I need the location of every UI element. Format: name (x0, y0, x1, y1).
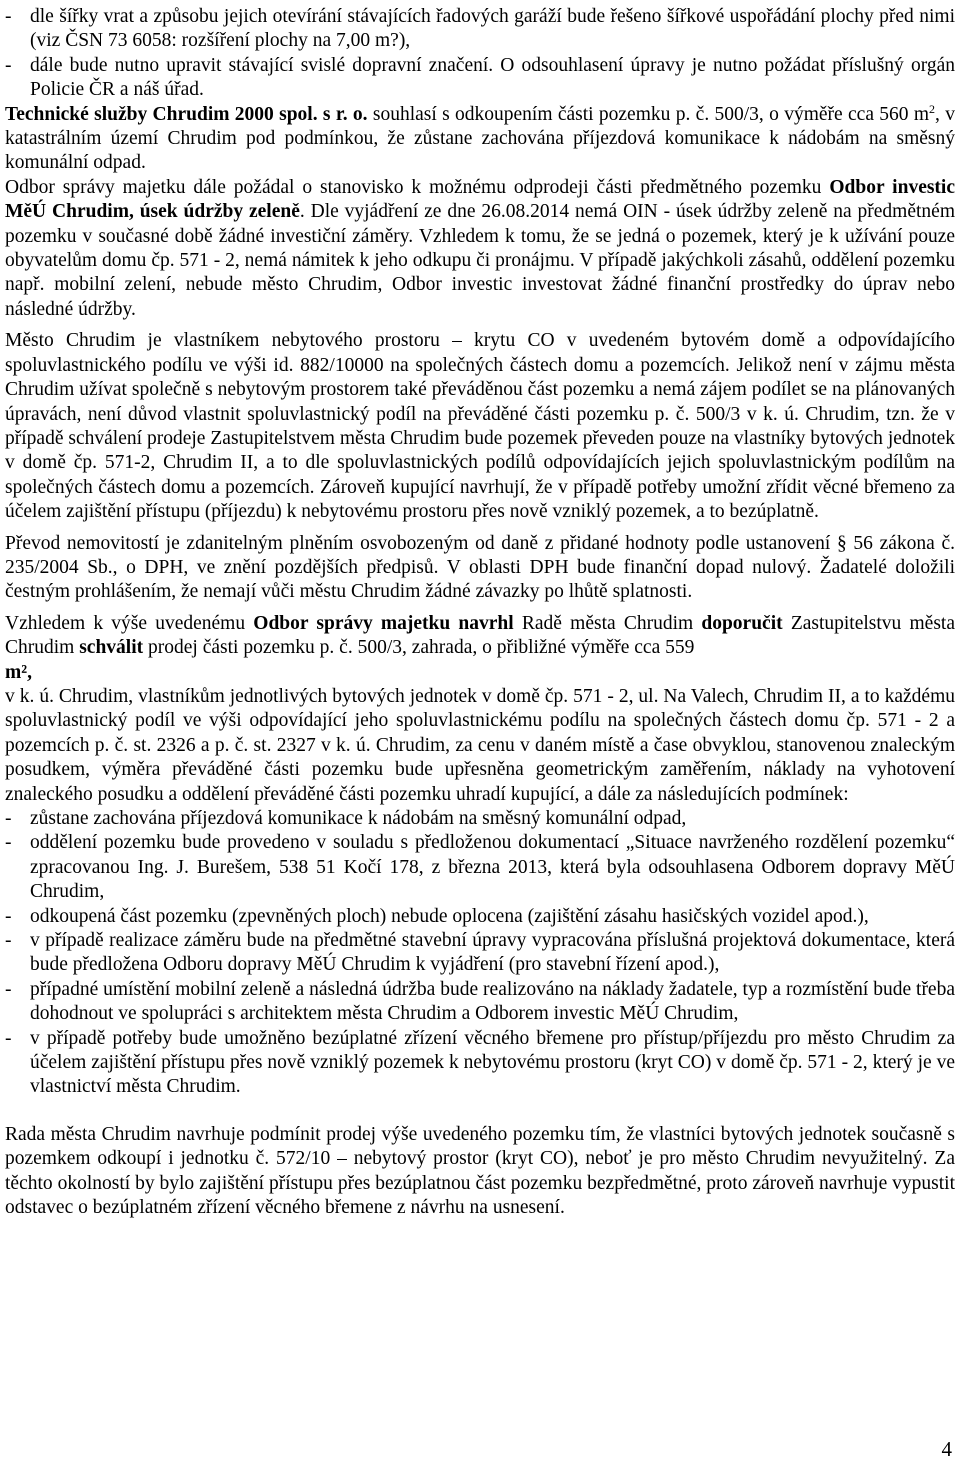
paragraph-vat: Převod nemovitostí je zdanitelným plněním osvobozeným od daně z přidané hodnoty podle ustanovení § 56 zákona č. 235/2004 Sb., o DPH, ve znění pozdějších předpisů. V oblasti DPH bude finanční dopad nulový. Žadatelé doložili čestným prohlášením, že nemají vůči městu Chrudim žádné závazky po lhůtě splatnosti. (5, 532, 955, 603)
conditions-list (5, 807, 955, 1100)
list-item: - v případě potřeby bude umožněno bezúplatné zřízení věcného břemene pro přístup/příjezdu pro město Chrudim za účelem zajištění přístupu přes nově vzniklý pozemek k nebytovému prostoru (kryt CO) v domě čp. 571 - 2, který je ve vlastnictví města Chrudim. (5, 1027, 955, 1098)
paragraph-proposal-continued: v k. ú. Chrudim, vlastníkům jednotlivých bytových jednotek v domě čp. 571 - 2, ul. Na Valech, Chrudim II, a to každému spoluvlastnický podíl ve výši odpovídající jeho spoluvlastnickému podílu na společných částech domu čp. 571 - 2 a pozemcích p. č. st. 2326 a p. č. st. 2327 v k. ú. Chrudim, za cenu v daném místě a čase obvyklou, stanovenou znaleckým posudkem, výměra převáděné části pozemku bude upřesněna geometrickým zaměřením, náklady na vyhotovení znaleckého posudku a oddělení převáděné části pozemku uhradí kupující, a dále za následujících podmínek: (5, 685, 955, 805)
paragraph-technical-services: Technické služby Chrudim 2000 spol. s r. o. souhlasí s odkoupením části pozemku p. č. 500/3, o výměře cca 560 $m^2$, v katastrálním území Chrudim pod podmínkou, že zůstane zachována příjezdová komunikace k nádobám na směsný komunální odpad. (5, 101, 955, 174)
list-item: - odkoupená část pozemku (zpevněných ploch) nebude oplocena (zajištění zásahu hasičských vozidel apod.), (5, 905, 869, 927)
document-body (5, 5, 955, 1221)
list-item: - v případě realizace záměru bude na předmětné stavební úpravy vypracována příslušná projektová dokumentace, která bude předložena Odboru dopravy MěÚ Chrudim k vyjádření (pro stavební řízení apod.), (5, 930, 955, 976)
list-item: - zůstane zachována příjezdová komunikace k nádobám na směsný komunální odpad, (5, 808, 687, 829)
paragraph-council-proposal: Rada města Chrudim navrhuje podmínit prodej výše uvedeného pozemku tím, že vlastníci bytových jednotek současně s pozemkem odkoupí i jednotku č. 572/10 – nebytový prostor (kryt CO), neboť je pro město Chrudim nevyužitelný. Za těchto okolností by bylo zajištění přístupu přes bezúplatnou část pozemku bezpředmětné, proto zároveň navrhuje vypustit odstavec o bezúplatném zřízení věcného břemene z návrhu na usnesení. (5, 1123, 955, 1219)
paragraph-proposal: Vzhledem k výše uvedenému Odbor správy majetku navrhl Radě města Chrudim doporučit Zastupitelstvu města Chrudim schválit prodej části pozemku p. č. 500/3, zahrada, o přibližné výměře cca 559 m², (5, 612, 955, 683)
page-number: 4 (941, 1437, 952, 1461)
paragraph-property-office: Odbor správy majetku dále požádal o stanovisko k možnému odprodeji části předmětného pozemku Odbor investic MěÚ Chrudim, úsek údržby zeleně. Dle vyjádření ze dne 26.08.2014 nemá OIN - úsek údržby zeleně na předmětném pozemku v současné době žádné investiční záměry. Vzhledem k tomu, že se jedná o pozemek, který je k užívání pouze obyvatelům domu čp. 571 - 2, nemá námitek k jeho odkupu či pronájmu. V případě jakýchkoli zásahů, oddělení pozemku např. mobilní zelení, nebude město Chrudim, Odbor investic investovat žádné finanční prostředky do úprav nebo následné údržby. (5, 176, 956, 320)
list-item: - oddělení pozemku bude provedeno v souladu s předloženou dokumentací „Situace navrženého rozdělení pozemku“ zpracovanou Ing. J. Burešem, 538 51 Kočí 178, z března 2013, která byla odsouhlasena Odborem dopravy MěÚ Chrudim, (5, 832, 955, 903)
organization-name: Odbor investic MěÚ Chrudim, úsek údržby zeleně (5, 176, 956, 223)
paragraph-city-ownership: Město Chrudim je vlastníkem nebytového prostoru – krytu CO v uvedeném bytovém domě a odpovídajícího spoluvlastnického podílu ve výši id. 882/10000 na společných částech domu a pozemcích. Jelikož není v zájmu města Chrudim užívat společně s nebytovým prostorem také převáděnou část pozemku a nemá zájem podílet se na plánovaných úpravách, není důvod vlastnit spoluvlastnický podíl na převáděné části pozemku p. č. 500/3 v k. ú. Chrudim, tzn. že v případě schválení prodeje Zastupitelstvem města Chrudim bude pozemek převeden pouze na vlastníky bytových jednotek v domě čp. 571-2, Chrudim II, a to dle spoluvlastnických podílů odpovídajících jejich spoluvlastnickým podílům na společných částech domu a pozemcích. Zároveň kupující navrhují, že v případě potřeby umožní zřídit věcné břemeno za účelem zajištění přístupu (příjezdu) k nebytovému prostoru přes nově vzniklý pozemek, a to bezúplatně. (5, 330, 955, 523)
organization-name: Technické služby Chrudim 2000 spol. s r. o. (5, 103, 368, 125)
list-item: - případné umístění mobilní zeleně a následná údržba bude realizováno na náklady žadatele, typ a rozmístění bude třeba dohodnout ve spolupráci s architektem města Chrudim a Odborem investic MěÚ Chrudim, (5, 978, 955, 1025)
list-item: - dále bude nutno upravit stávající svislé dopravní značení. O odsouhlasení úpravy je nutno požádat příslušný orgán Policie ČR a náš úřad. (5, 54, 955, 101)
list-item: - dle šířky vrat a způsobu jejich otevírání stávajících řadových garáží bude řešeno šířkové uspořádání plochy před nimi (viz ČSN 73 6058: rozšíření plochy na 7,00 m?), (5, 6, 955, 52)
